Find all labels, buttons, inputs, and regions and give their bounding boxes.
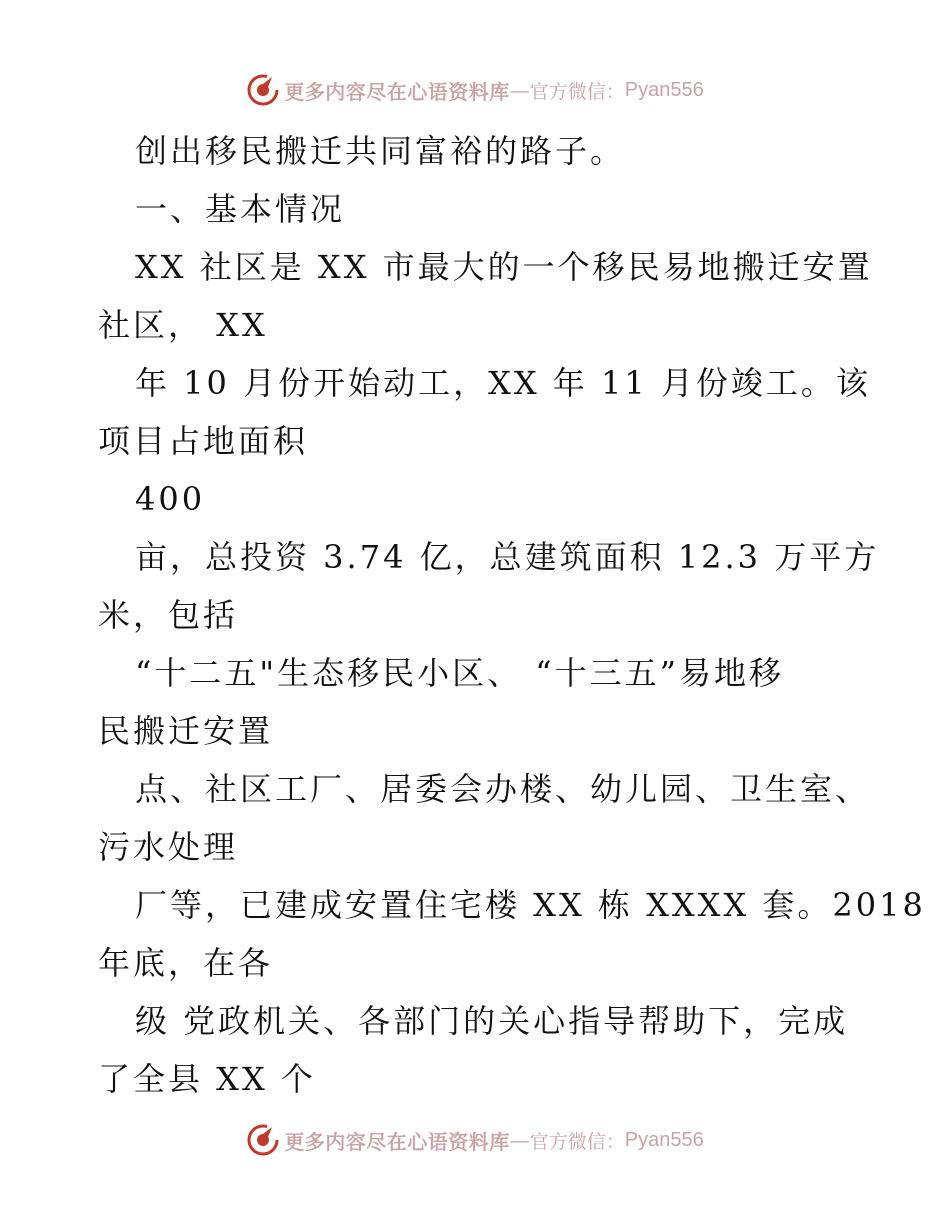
- text-line: XX 社区是 XX 市最大的一个移民易地搬迁安置: [135, 248, 873, 286]
- banner-title: 更多内容尽在心语资料库: [284, 1129, 510, 1154]
- text-line: 了全县 XX 个: [98, 1060, 316, 1098]
- text-line: 项目占地面积: [98, 422, 309, 460]
- text-line: 民搬迁安置: [98, 712, 274, 750]
- text-line: 年底，在各: [98, 944, 274, 982]
- banner-title: 更多内容尽在心语资料库: [284, 79, 510, 104]
- text-line: 创出移民搬迁共同富裕的路子。: [135, 132, 626, 170]
- banner-wechat-id: Pyan556: [624, 1128, 704, 1151]
- text-line: 污水处理: [98, 828, 239, 866]
- text-line: 年 10 月份开始动工，XX 年 11 月份竣工。该: [135, 364, 871, 402]
- banner-separator: —: [509, 1128, 530, 1152]
- banner-wechat-label: 官方微信：: [529, 80, 625, 103]
- banner-wechat-id: Pyan556: [624, 78, 704, 101]
- section-heading: 一、基本情况: [135, 190, 346, 228]
- text-line: 米，包括: [98, 596, 239, 634]
- logo-icon: [246, 73, 280, 107]
- text-line: “十二五"生态移民小区、 “十三五”易地移: [135, 654, 784, 692]
- banner-separator: —: [509, 78, 530, 102]
- banner-wechat-label: 官方微信：: [529, 1130, 625, 1153]
- text-line: 400: [135, 480, 206, 518]
- logo-icon: [246, 1123, 280, 1157]
- header-banner: [0, 70, 950, 110]
- text-line: 点、社区工厂、居委会办楼、幼儿园、卫生室、: [135, 770, 871, 808]
- text-line: 亩，总投资 3.74 亿，总建筑面积 12.3 万平方: [135, 538, 880, 576]
- footer-banner: [0, 1120, 950, 1160]
- text-line: 厂等，已建成安置住宅楼 XX 栋 XXXX 套。2018: [135, 886, 926, 924]
- text-line: 社区， XX: [98, 306, 268, 344]
- text-line: 级 党政机关、各部门的关心指导帮助下，完成: [135, 1002, 849, 1040]
